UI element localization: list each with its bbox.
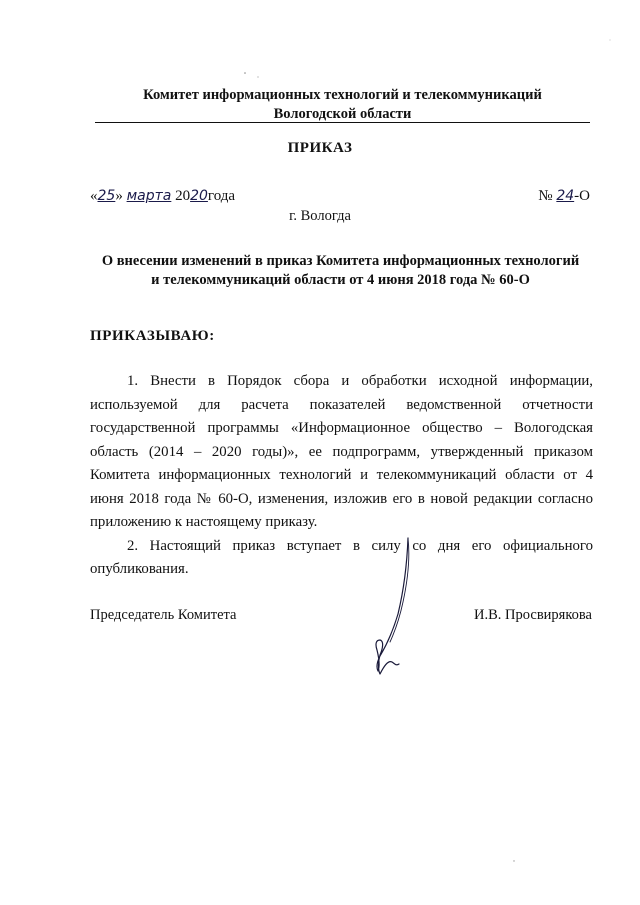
number-sign: №: [538, 188, 553, 204]
date-year-word: года: [207, 188, 236, 204]
number-value: 24: [556, 188, 575, 204]
document-type: ПРИКАЗ: [287, 140, 353, 156]
date-year-suffix: 20: [190, 188, 208, 204]
date-day: 25: [97, 188, 116, 204]
number-suffix: -О: [574, 188, 590, 204]
date-year-prefix: 20: [175, 188, 191, 204]
organization-region: Вологодской области: [273, 106, 412, 122]
signatory-title: Председатель Комитета: [90, 607, 237, 623]
document-date: «25» марта 2020года: [90, 188, 236, 204]
organization-name: Комитет информационных технологий и телекоммуникаций: [143, 87, 542, 103]
paragraph-1: 1. Внести в Порядок сбора и обработки исходной информации, используемой для расчета показателей ведомственной отчетности государственной программы «Информационное общество – Вологодская область (2014 – 2020 годы)», ее подпрограмм, утвержденный приказом Комитета информационных технологий и телекоммуникаций области от 4 июня 2018 года № 60-О, изменения, изложив его в новой редакции согласно приложению к настоящему приказу.: [90, 373, 593, 530]
document-city: г. Вологда: [289, 208, 351, 224]
paragraph-2: 2. Настоящий приказ вступает в силу со дня его официального опубликования.: [90, 537, 593, 577]
signatory-name: И.В. Просвирякова: [474, 607, 592, 623]
document-subject: О внесении изменений в приказ Комитета информационных технологий и телекоммуникаций области от 4 июня 2018 года № 60-О: [101, 253, 580, 288]
directive-heading: ПРИКАЗЫВАЮ:: [90, 328, 215, 344]
date-month: марта: [126, 188, 172, 204]
